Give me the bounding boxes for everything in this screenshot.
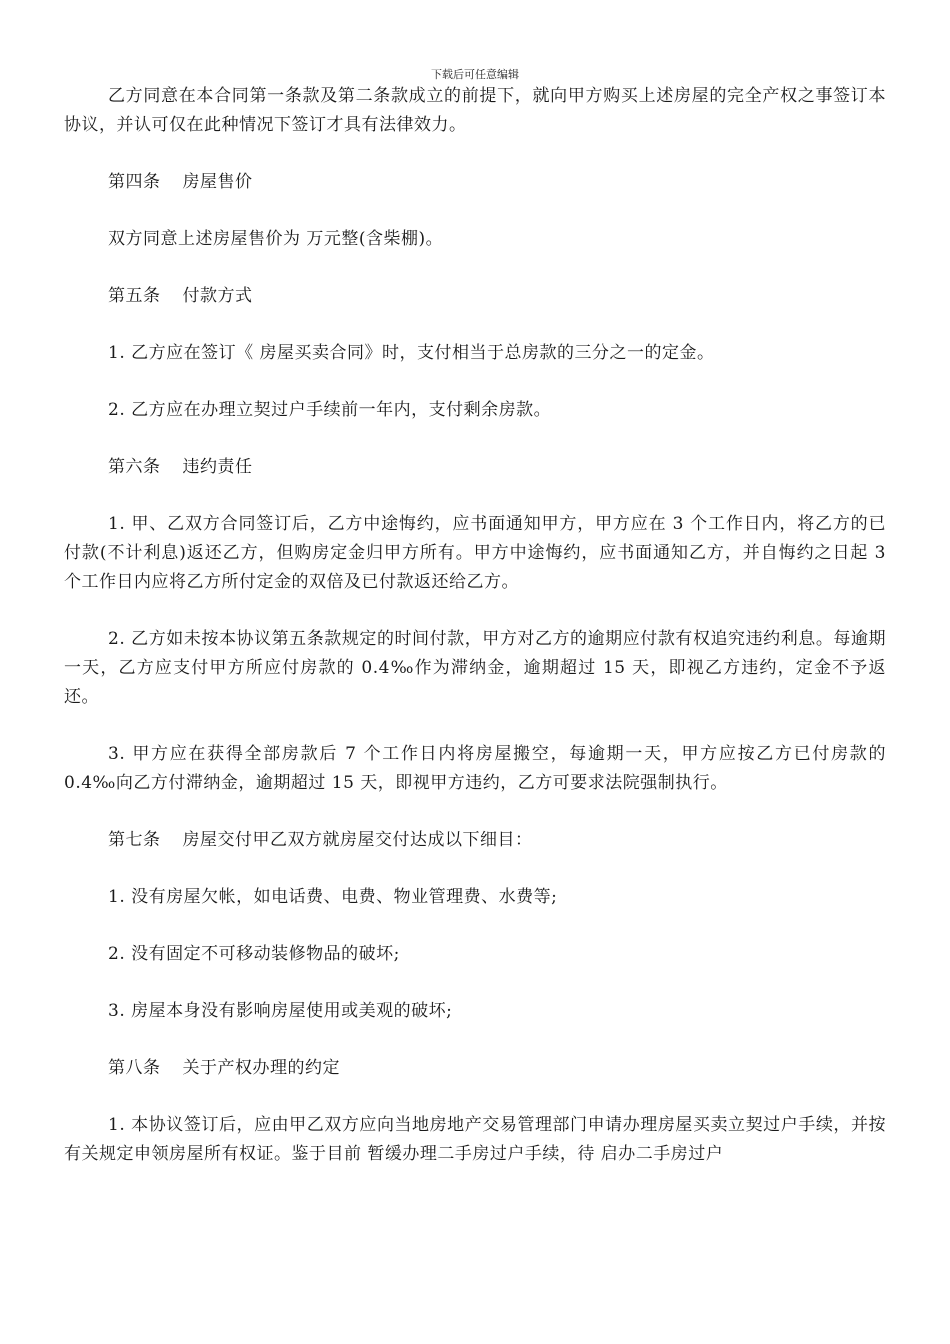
- section-heading: [64, 1054, 886, 1083]
- clause-paragraph: 1. 本协议签订后，应由甲乙双方应向当地房地产交易管理部门申请办理房屋买卖立契过户手续，并按有关规定申领房屋所有权证。鉴于目前 暂缓办理二手房过户手续，待 启办二手房过户: [64, 1115, 886, 1164]
- section-heading: [64, 282, 886, 311]
- section-heading: [64, 826, 886, 855]
- section-title: 关于产权办理的约定: [182, 1058, 340, 1078]
- page-header-note: 下载后可任意编辑: [431, 68, 519, 81]
- clause-paragraph: 双方同意上述房屋售价为 万元整(含柴棚)。: [108, 229, 444, 249]
- section-number: 第五条: [108, 286, 161, 306]
- clause-paragraph: 2. 没有固定不可移动装修物品的破坏;: [108, 944, 400, 964]
- clause-paragraph: 2. 乙方应在办理立契过户手续前一年内，支付剩余房款。: [108, 400, 552, 420]
- section-title: 房屋售价: [182, 172, 253, 192]
- section-number: 第四条: [108, 172, 161, 192]
- section-number: 第六条: [108, 457, 161, 477]
- section-title: 付款方式: [182, 286, 253, 306]
- clause-paragraph: 乙方同意在本合同第一条款及第二条款成立的前提下，就向甲方购买上述房屋的完全产权之事签订本协议，并认可仅在此种情况下签订才具有法律效力。: [64, 86, 886, 135]
- section-heading: [64, 453, 886, 482]
- section-title: 房屋交付甲乙双方就房屋交付达成以下细目：: [182, 830, 533, 850]
- clause-paragraph: 1. 没有房屋欠帐，如电话费、电费、物业管理费、水费等;: [108, 887, 558, 907]
- section-title: 违约责任: [182, 457, 253, 477]
- clause-paragraph: 3. 房屋本身没有影响房屋使用或美观的破坏;: [108, 1001, 453, 1021]
- clause-paragraph: 1. 乙方应在签订《 房屋买卖合同》时，支付相当于总房款的三分之一的定金。: [108, 343, 715, 363]
- section-number: 第八条: [108, 1058, 161, 1078]
- document-body: [64, 82, 886, 1197]
- section-heading: [64, 168, 886, 197]
- clause-paragraph: 2. 乙方如未按本协议第五条款规定的时间付款，甲方对乙方的逾期应付款有权追究违约利息。每逾期一天，乙方应支付甲方所应付房款的 0.4‰作为滞纳金，逾期超过 15 天，即视乙方违约，定金不予返还。: [64, 629, 886, 707]
- section-number: 第七条: [108, 830, 161, 850]
- clause-paragraph: 1. 甲、乙双方合同签订后，乙方中途悔约，应书面通知甲方，甲方应在 3 个工作日内，将乙方的已付款(不计利息)返还乙方，但购房定金归甲方所有。甲方中途悔约，应书面通知乙方，并自悔约之日起 3 个工作日内应将乙方所付定金的双倍及已付款返还给乙方。: [64, 514, 886, 592]
- clause-paragraph: 3. 甲方应在获得全部房款后 7 个工作日内将房屋搬空，每逾期一天，甲方应按乙方已付房款的 0.4‰向乙方付滞纳金，逾期超过 15 天，即视甲方违约，乙方可要求法院强制执行。: [64, 744, 886, 793]
